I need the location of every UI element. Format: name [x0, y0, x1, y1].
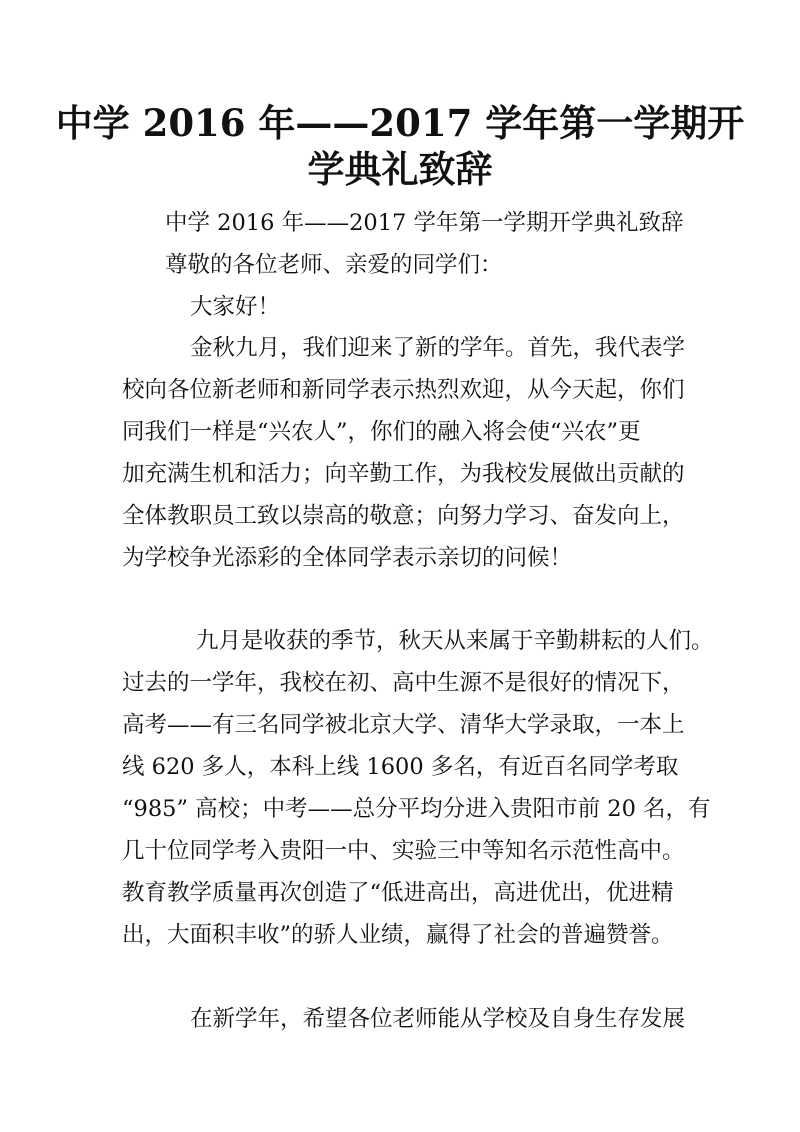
- document-subtitle: 中学 2016 年——2017 学年第一学期开学典礼致辞: [165, 210, 684, 236]
- paragraph2-line: 过去的一学年，我校在初、高中生源不是很好的情况下，: [122, 670, 685, 696]
- paragraph1-line: 同我们一样是“兴农人”，你们的融入将会使“兴农”更: [122, 419, 641, 445]
- paragraph3-line: 在新学年，希望各位老师能从学校及自身生存发展: [190, 1006, 686, 1032]
- paragraph2-line: 几十位同学考入贵阳一中、实验三中等知名示范性高中。: [122, 838, 685, 864]
- paragraph2-line: 出，大面积丰收”的骄人业绩，赢得了社会的普遍赞誉。: [122, 922, 674, 948]
- paragraph2-line: 线 620 多人，本科上线 1600 多名，有近百名同学考取: [122, 754, 679, 780]
- paragraph2-line: 高考——有三名同学被北京大学、清华大学录取，一本上: [122, 712, 685, 738]
- paragraph1-line: 全体教职员工致以崇高的敬意；向努力学习、奋发向上，: [122, 503, 685, 529]
- salutation: 尊敬的各位老师、亲爱的同学们：: [165, 252, 503, 278]
- paragraph1-line: 为学校争光添彩的全体同学表示亲切的问候！: [122, 545, 573, 571]
- paragraph1-line: 校向各位新老师和新同学表示热烈欢迎，从今天起，你们: [122, 377, 685, 403]
- paragraph2-line: “985” 高校；中考——总分平均分进入贵阳市前 20 名，有: [122, 796, 711, 822]
- paragraph1-line: 金秋九月，我们迎来了新的学年。首先，我代表学: [190, 335, 686, 361]
- document-title-line-2: 学典礼致辞: [307, 147, 493, 191]
- document-title-line-1: 中学 2016 年——2017 学年第一学期开: [55, 101, 745, 145]
- paragraph1-line: 加充满生机和活力；向辛勤工作，为我校发展做出贡献的: [122, 461, 685, 487]
- paragraph2-line: 教育教学质量再次创造了“低进高出，高进优出，优进精: [122, 880, 674, 906]
- greeting: 大家好！: [190, 294, 281, 320]
- paragraph2-line: 九月是收获的季节，秋天从来属于辛勤耕耘的人们。: [196, 628, 714, 654]
